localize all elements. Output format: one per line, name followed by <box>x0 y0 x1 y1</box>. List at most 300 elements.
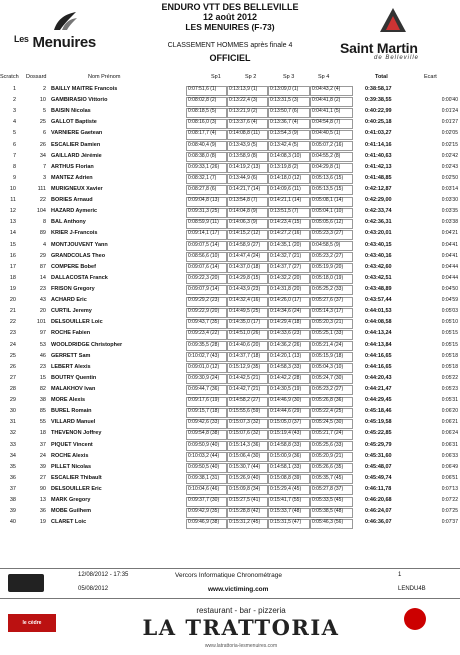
cell-sp3: 0:13:50,7 (6) <box>270 108 299 115</box>
cell-ecart: 0:06'51 <box>441 474 458 481</box>
table-row <box>0 295 460 306</box>
cell-total: 0:44:29,45 <box>365 397 392 404</box>
cell-sp2: 0:15:09,8 (34) <box>229 485 261 492</box>
cell-name: MORE Alexis <box>51 397 86 404</box>
cell-sp4: 0:04:41,1 (5) <box>312 108 341 115</box>
les-menuires-logo <box>14 8 124 58</box>
cell-sp4: 0:05:27,6 (37) <box>312 297 344 304</box>
cell-sp2: 0:14:43,9 (23) <box>229 285 261 292</box>
cell-ecart: 0:02'42 <box>441 152 458 159</box>
cell-sp3: 0:13:42,4 (5) <box>270 141 299 148</box>
cell-sp4: 0:05:24,7 (30) <box>312 374 344 381</box>
cell-total: 0:41:40,63 <box>365 152 392 159</box>
cell-sp2: 0:15:26,9 (40) <box>229 474 261 481</box>
cell-sp3: 0:14:44,6 (29) <box>270 408 302 415</box>
saint-martin-logo <box>336 4 454 64</box>
cell-rank: 25 <box>9 352 16 359</box>
cell-sp2: 0:15:27,5 (41) <box>229 497 261 504</box>
menuires-mark-icon <box>52 10 78 32</box>
cell-dossard: 111 <box>37 185 46 192</box>
cell-dossard: 36 <box>39 508 46 515</box>
cell-ecart: 0:04'59 <box>441 297 458 304</box>
cell-dossard: 24 <box>39 452 46 459</box>
cell-sp3: 0:14:20,1 (13) <box>270 352 302 359</box>
menuires-brand: $^{Les}$ Menuires <box>14 34 96 51</box>
cell-name: PIQUET Vincent <box>51 441 93 448</box>
cell-sp2: 0:14:19,2 (13) <box>229 163 261 170</box>
cell-sp2: 0:13:22,4 (3) <box>229 97 258 104</box>
officiel-label: OFFICIEL <box>209 53 251 63</box>
cell-sp1: 0:09:14,1 (17) <box>188 230 220 237</box>
table-row <box>0 273 460 284</box>
table-row <box>0 284 460 295</box>
cell-sp4: 0:05:04,1 (10) <box>312 208 344 215</box>
cell-total: 0:46:24,07 <box>365 508 392 515</box>
cell-total: 0:42:12,87 <box>365 185 392 192</box>
cell-sp1: 0:09:50,5 (40) <box>188 463 220 470</box>
cell-sp4: 0:05:04,3 (10) <box>312 363 344 370</box>
cell-rank: 19 <box>9 285 16 292</box>
cell-ecart: 0:07'22 <box>441 497 458 504</box>
cell-total: 0:43:40,15 <box>365 241 392 248</box>
cell-rank: 30 <box>9 408 16 415</box>
cell-ecart: 0:03'35 <box>441 208 458 215</box>
cell-rank: 14 <box>9 230 16 237</box>
cell-ecart: 0:06'33 <box>441 452 458 459</box>
cell-dossard: 23 <box>39 363 46 370</box>
cell-ecart: 0:06'20 <box>441 408 458 415</box>
cell-sp3: 0:14:30,5 (19) <box>270 385 302 392</box>
cell-sp2: 0:14:04,8 (9) <box>229 208 258 215</box>
cell-sp1: 0:08:59,9 (11) <box>188 219 219 226</box>
cell-rank: 15 <box>9 241 16 248</box>
cell-sp1: 0:08:40,4 (9) <box>188 141 217 148</box>
cell-ecart: 0:04'44 <box>441 263 458 270</box>
cell-dossard: 25 <box>39 119 46 126</box>
cell-total: 0:45:29,79 <box>365 441 392 448</box>
cell-name: ACHARD Eric <box>51 297 87 304</box>
cell-sp3: 0:14:58,8 (33) <box>270 441 302 448</box>
cell-sp4: 0:05:21,4 (24) <box>312 341 344 348</box>
cell-sp4: 0:04:55,2 (8) <box>312 152 341 159</box>
cell-rank: 11 <box>10 197 16 204</box>
cell-rank: 31 <box>9 419 16 426</box>
cell-sp2: 0:14:21,7 (14) <box>229 185 261 192</box>
cell-name: BUREL Romain <box>51 408 92 415</box>
footer-code: LENDU4B <box>398 586 426 592</box>
table-row <box>0 128 460 139</box>
cell-rank: 9 <box>12 174 16 181</box>
cell-sp1: 0:09:29,2 (23) <box>188 297 220 304</box>
cell-rank: 24 <box>9 341 16 348</box>
cell-total: 0:46:36,07 <box>365 519 392 526</box>
cell-sp2: 0:14:37,7 (18) <box>229 352 261 359</box>
cell-sp4: 0:05:26,6 (35) <box>312 463 344 470</box>
cell-sp3: 0:14:58,3 (33) <box>270 363 302 370</box>
saint-martin-sub: de Belleville <box>374 55 420 61</box>
cell-sp2: 0:14:47,4 (24) <box>229 252 261 259</box>
table-row <box>0 140 460 151</box>
cell-name: GALLOT Baptiste <box>51 119 97 126</box>
cell-name: VILLARD Manuel <box>51 419 96 426</box>
cell-sp4: 0:05:33,5 (45) <box>312 497 344 504</box>
cell-name: GAMBIRASIO Vittorio <box>51 97 108 104</box>
cell-sp1: 0:07:51,6 (1) <box>188 86 217 92</box>
cell-sp4: 0:05:25,6 (33) <box>312 441 344 448</box>
cell-dossard: 2 <box>42 86 46 92</box>
col-name: Nom Prénom <box>88 74 121 80</box>
cell-ecart: 0:02'43 <box>441 163 458 170</box>
cell-rank: 18 <box>9 274 16 281</box>
cell-sp3: 0:14:37,7 (27) <box>270 263 302 270</box>
cell-name: GERRETT Sam <box>51 352 91 359</box>
cell-sp4: 0:05:22,4 (25) <box>312 408 344 415</box>
cell-name: COMPERE Bobef <box>51 263 96 270</box>
table-row <box>0 117 460 128</box>
cell-name: HAZARD Aymeric <box>51 208 98 215</box>
cell-sp3: 0:13:31,5 (3) <box>270 97 299 104</box>
cell-total: 0:44:16,65 <box>365 352 392 359</box>
cell-ecart: 0:04'50 <box>441 285 458 292</box>
cell-sp4: 0:05:24,5 (30) <box>312 419 344 426</box>
cell-sp1: 0:09:07,6 (14) <box>188 263 220 270</box>
cell-sp1: 0:09:22,9 (20) <box>188 308 220 315</box>
cell-sp3: 0:13:19,8 (2) <box>270 163 299 170</box>
cell-sp2: 0:14:42,5 (21) <box>229 374 261 381</box>
col-dossard: Dossard <box>26 74 47 80</box>
cell-dossard: 90 <box>39 485 46 492</box>
cell-sp1: 0:09:54,8 (38) <box>188 430 220 437</box>
cell-rank: 37 <box>9 485 16 492</box>
cell-sp4: 0:05:23,2 (27) <box>312 385 344 392</box>
cell-ecart: 0:05'18 <box>441 363 458 370</box>
cell-ecart: 0:00'40 <box>441 97 458 104</box>
cell-sp2: 0:15:28,8 (42) <box>229 508 261 515</box>
cell-sp3: 0:15:19,4 (43) <box>270 430 302 437</box>
cell-rank: 3 <box>12 108 16 115</box>
cell-dossard: 26 <box>39 141 46 148</box>
cell-sp3: 0:14:46,9 (30) <box>270 397 302 404</box>
cell-rank: 36 <box>9 474 16 481</box>
cell-sp3: 0:13:51,5 (7) <box>270 208 299 215</box>
cell-total: 0:43:20,01 <box>365 230 392 237</box>
cell-sp3: 0:14:31,8 (20) <box>270 285 302 292</box>
cell-total: 0:46:11,78 <box>365 485 392 492</box>
trattoria-name: LA TRATTORIA <box>142 615 340 640</box>
cell-rank: 8 <box>12 163 16 170</box>
cell-total: 0:45:31,60 <box>365 452 392 459</box>
table-row <box>0 240 460 251</box>
cell-dossard: 14 <box>39 274 46 281</box>
trattoria-url: www.latrattoria-lesmenuires.com <box>204 643 278 649</box>
cell-dossard: 6 <box>42 130 46 137</box>
cell-sp1: 0:09:30,9 (24) <box>188 374 220 381</box>
cell-rank: 4 <box>12 119 16 126</box>
cell-ecart: 0:05'15 <box>441 330 458 337</box>
cell-sp1: 0:09:04,8 (13) <box>188 197 220 204</box>
table-row <box>0 195 460 206</box>
cell-total: 0:41:48,85 <box>365 174 392 181</box>
cell-sp1: 0:09:43,7 (35) <box>188 319 220 326</box>
cell-sp2: 0:14:29,8 (15) <box>229 274 261 281</box>
cell-name: MURIGNEUX Xavier <box>51 185 103 192</box>
cell-sp2: 0:15:07,3 (32) <box>229 419 261 426</box>
cell-name: FRISON Gregory <box>51 285 95 292</box>
cell-sp2: 0:14:49,5 (25) <box>229 308 261 315</box>
cell-sp2: 0:14:37,0 (18) <box>229 263 261 270</box>
col-sp1: Sp1 <box>211 74 221 80</box>
cell-name: BAILLY MAITRE Francois <box>51 86 118 92</box>
cell-ecart: 0:05'22 <box>441 374 458 381</box>
cell-sp2: 0:13:37,6 (4) <box>229 119 258 126</box>
cell-sp4: 0:05:35,7 (45) <box>312 474 344 481</box>
table-row <box>0 228 460 239</box>
trattoria-tagline: restaurant - bar - pizzeria <box>196 606 286 615</box>
cell-sp3: 0:15:05,0 (37) <box>270 419 302 426</box>
cell-sp1: 0:09:35,5 (28) <box>188 341 220 348</box>
cell-rank: 1 <box>12 86 16 92</box>
cell-name: GRANDCOLAS Theo <box>51 252 106 259</box>
cell-dossard: 38 <box>39 397 46 404</box>
cell-ecart: 0:06'49 <box>441 463 458 470</box>
cell-sp3: 0:14:29,4 (18) <box>270 319 302 326</box>
cell-sp3: 0:14:21,1 (14) <box>270 197 302 204</box>
cell-sp1: 0:08:17,7 (4) <box>188 130 217 137</box>
cell-total: 0:45:49,74 <box>365 474 392 481</box>
cell-sp1: 0:09:38,1 (31) <box>188 474 220 481</box>
cell-dossard: 43 <box>39 297 46 304</box>
cell-total: 0:43:42,60 <box>365 263 392 270</box>
cell-sp4: 0:05:07,2 (16) <box>312 141 344 148</box>
cell-sp2: 0:15:30,7 (44) <box>229 463 261 470</box>
cell-rank: 39 <box>9 508 16 515</box>
cell-sp3: 0:15:31,5 (47) <box>270 519 302 526</box>
cell-dossard: 4 <box>42 241 46 248</box>
cell-sp3: 0:14:08,3 (10) <box>270 152 302 159</box>
cell-dossard: 27 <box>39 474 46 481</box>
cell-ecart: 0:01'27 <box>441 119 458 126</box>
cell-sp4: 0:04:54,8 (7) <box>312 119 341 126</box>
cell-ecart: 0:02'50 <box>441 174 458 181</box>
cell-sp1: 0:09:37,7 (30) <box>188 497 220 504</box>
cell-sp2: 0:14:35,0 (17) <box>229 319 261 326</box>
cell-sp1: 0:09:33,1 (26) <box>188 163 220 170</box>
table-row <box>0 151 460 162</box>
event-title: ENDURO VTT DES BELLEVILLE <box>161 2 299 12</box>
cell-dossard: 89 <box>39 230 46 237</box>
cell-ecart: 0:03'30 <box>441 197 458 204</box>
cell-sp1: 0:10:04,6 (46) <box>188 485 220 492</box>
table-row <box>0 328 460 339</box>
cell-sp2: 0:14:40,6 (20) <box>229 341 261 348</box>
table-row <box>0 395 460 406</box>
cell-name: DALLACOSTA Franck <box>51 274 108 281</box>
footer-datetime: 12/08/2012 - 17:35 <box>78 572 129 578</box>
cell-total: 0:44:13,84 <box>365 341 392 348</box>
cell-total: 0:43:57,44 <box>365 297 392 304</box>
cell-name: BOUTRY Quentin <box>51 374 97 381</box>
cell-name: ESCALIER Thibault <box>51 474 102 481</box>
cell-name: BORIES Arnaud <box>51 197 93 204</box>
cell-sp3: 0:14:58,1 (33) <box>270 463 302 470</box>
table-row <box>0 506 460 517</box>
cell-dossard: 104 <box>36 208 46 215</box>
cell-rank: 22 <box>9 319 16 326</box>
cell-sp1: 0:09:23,4 (22) <box>188 330 220 337</box>
cell-ecart: 0:01'24 <box>441 108 458 115</box>
cell-rank: 7 <box>12 152 16 159</box>
cell-dossard: 13 <box>39 497 46 504</box>
cell-ecart: 0:07'13 <box>441 485 458 492</box>
cell-ecart: 0:05'03 <box>441 308 458 315</box>
cell-name: MALAKHOV Ivan <box>51 385 96 392</box>
cell-dossard: 3 <box>42 174 46 181</box>
cell-sp3: 0:13:36,7 (4) <box>270 119 299 126</box>
cell-sp2: 0:15:55,6 (59) <box>229 408 261 415</box>
cell-total: 0:43:48,89 <box>365 285 392 292</box>
cell-sp2: 0:15:14,3 (36) <box>229 441 261 448</box>
cell-ecart: 0:05'10 <box>441 319 458 326</box>
le-cedre-ad: le cèdre <box>8 614 56 632</box>
cell-sp4: 0:05:20,9 (21) <box>312 452 344 459</box>
cell-name: MARK Gregory <box>51 497 91 504</box>
trattoria-ad <box>126 606 356 652</box>
cell-total: 0:42:36,31 <box>365 219 392 226</box>
cell-total: 0:43:40,16 <box>365 252 392 259</box>
table-row <box>0 428 460 439</box>
cell-name: ESCALIER Damien <box>51 141 101 148</box>
table-row <box>0 351 460 362</box>
cell-sp1: 0:08:32,1 (7) <box>188 174 217 181</box>
cell-sp3: 0:15:33,7 (48) <box>270 508 302 515</box>
cell-total: 0:42:33,74 <box>365 208 392 215</box>
cell-sp1: 0:09:15,7 (18) <box>188 408 220 415</box>
cell-sp3: 0:14:32,2 (20) <box>270 274 302 281</box>
table-row <box>0 362 460 373</box>
cell-sp3: 0:13:09,0 (1) <box>270 86 299 92</box>
cell-sp4: 0:05:15,9 (18) <box>312 352 344 359</box>
table-row <box>0 217 460 228</box>
table-row <box>0 206 460 217</box>
cell-ecart: 0:05'23 <box>441 385 458 392</box>
col-sp3: Sp 3 <box>283 74 295 80</box>
col-total: Total <box>375 74 388 80</box>
radio-sponsor-logo <box>404 608 426 630</box>
cell-ecart: 0:03'38 <box>441 219 458 226</box>
table-row <box>0 251 460 262</box>
cell-rank: 26 <box>9 363 16 370</box>
cell-name: BAL Anthony <box>51 219 86 226</box>
cell-sp3: 0:14:32,7 (21) <box>270 252 302 259</box>
cell-sp2: 0:15:31,2 (45) <box>229 519 261 526</box>
cell-sp2: 0:13:43,9 (5) <box>229 141 258 148</box>
cell-rank: 17 <box>9 263 16 270</box>
cell-ecart: 0:05'15 <box>441 341 458 348</box>
cell-rank: 2 <box>12 97 16 104</box>
cell-total: 0:40:22,99 <box>365 108 392 115</box>
cell-name: DELSOUILLER Eric <box>51 485 102 492</box>
cell-sp2: 0:13:21,9 (2) <box>229 108 258 115</box>
cell-sp1: 0:09:01,0 (12) <box>188 363 220 370</box>
classement-title: CLASSEMENT HOMMES après finale 4 <box>167 42 293 49</box>
results-table <box>0 84 460 528</box>
table-row <box>0 106 460 117</box>
cell-rank: 12 <box>9 208 16 215</box>
cell-sp1: 0:10:03,2 (44) <box>188 452 220 459</box>
cell-sp2: 0:14:42,7 (21) <box>229 385 261 392</box>
cell-dossard: 19 <box>39 519 46 526</box>
cell-rank: 40 <box>9 519 16 526</box>
cell-dossard: 34 <box>39 152 46 159</box>
cell-sp1: 0:08:56,6 (10) <box>188 252 220 259</box>
footer-page: 1 <box>398 572 402 578</box>
event-location: LES MENUIRES (F-73) <box>185 22 275 32</box>
cell-total: 0:44:08,58 <box>365 319 392 326</box>
cell-ecart: 0:07'37 <box>441 519 458 526</box>
cell-dossard: 97 <box>39 330 46 337</box>
cell-name: ARTHUS Florian <box>51 163 94 170</box>
cell-dossard: 7 <box>42 163 46 170</box>
cell-sp1: 0:09:22,3 (20) <box>188 274 220 281</box>
footer-date2: 05/08/2012 <box>78 586 109 592</box>
saint-martin-brand: Saint Martin <box>340 40 418 56</box>
table-row <box>0 162 460 173</box>
footer-divider-top <box>0 568 460 569</box>
cell-sp1: 0:09:44,7 (36) <box>188 385 220 392</box>
cell-total: 0:44:01,53 <box>365 308 392 315</box>
cell-sp3: 0:14:36,2 (26) <box>270 341 302 348</box>
cell-sp2: 0:13:58,9 (8) <box>229 152 258 159</box>
cell-ecart: 0:05'18 <box>441 352 458 359</box>
cell-sp2: 0:13:13,9 (1) <box>229 86 258 92</box>
cell-total: 0:45:48,07 <box>365 463 392 470</box>
cell-sp2: 0:15:12,9 (35) <box>229 363 261 370</box>
cell-sp1: 0:08:02,8 (2) <box>188 97 217 104</box>
cell-sp4: 0:04:40,5 (1) <box>312 130 341 137</box>
cell-ecart: 0:04'41 <box>441 252 458 259</box>
cell-name: CLARET Loic <box>51 519 87 526</box>
cell-dossard: 23 <box>39 285 46 292</box>
cell-name: ROCHE Alexis <box>51 452 89 459</box>
cell-total: 0:44:16,65 <box>365 363 392 370</box>
table-row <box>0 473 460 484</box>
cell-sp2: 0:14:06,3 (9) <box>229 219 258 226</box>
cell-name: VARNIERE Gaetean <box>51 130 103 137</box>
cell-rank: 27 <box>9 374 16 381</box>
cell-total: 0:44:21,47 <box>365 385 392 392</box>
cell-name: BAISIN Nicolas <box>51 108 91 115</box>
col-sp4: Sp 4 <box>318 74 330 80</box>
cell-ecart: 0:02'15 <box>441 141 458 148</box>
table-row <box>0 440 460 451</box>
table-row <box>0 173 460 184</box>
cell-sp1: 0:08:16,0 (3) <box>188 119 217 126</box>
cell-sp4: 0:05:20,3 (21) <box>312 319 344 326</box>
cell-sp1: 0:09:07,5 (14) <box>188 241 220 248</box>
cell-sp3: 0:15:08,8 (39) <box>270 474 302 481</box>
table-row <box>0 340 460 351</box>
cell-sp1: 0:09:42,6 (33) <box>188 419 220 426</box>
cell-sp3: 0:14:27,2 (16) <box>270 230 302 237</box>
cell-total: 0:42:29,00 <box>365 197 392 204</box>
cell-dossard: 18 <box>39 430 46 437</box>
cell-sp4: 0:05:23,3 (27) <box>312 230 344 237</box>
cell-rank: 6 <box>12 141 16 148</box>
cell-name: THEVENON Joffrey <box>51 430 102 437</box>
cell-sp2: 0:15:06,4 (30) <box>229 452 261 459</box>
cell-rank: 21 <box>9 308 16 315</box>
cell-rank: 34 <box>9 452 16 459</box>
